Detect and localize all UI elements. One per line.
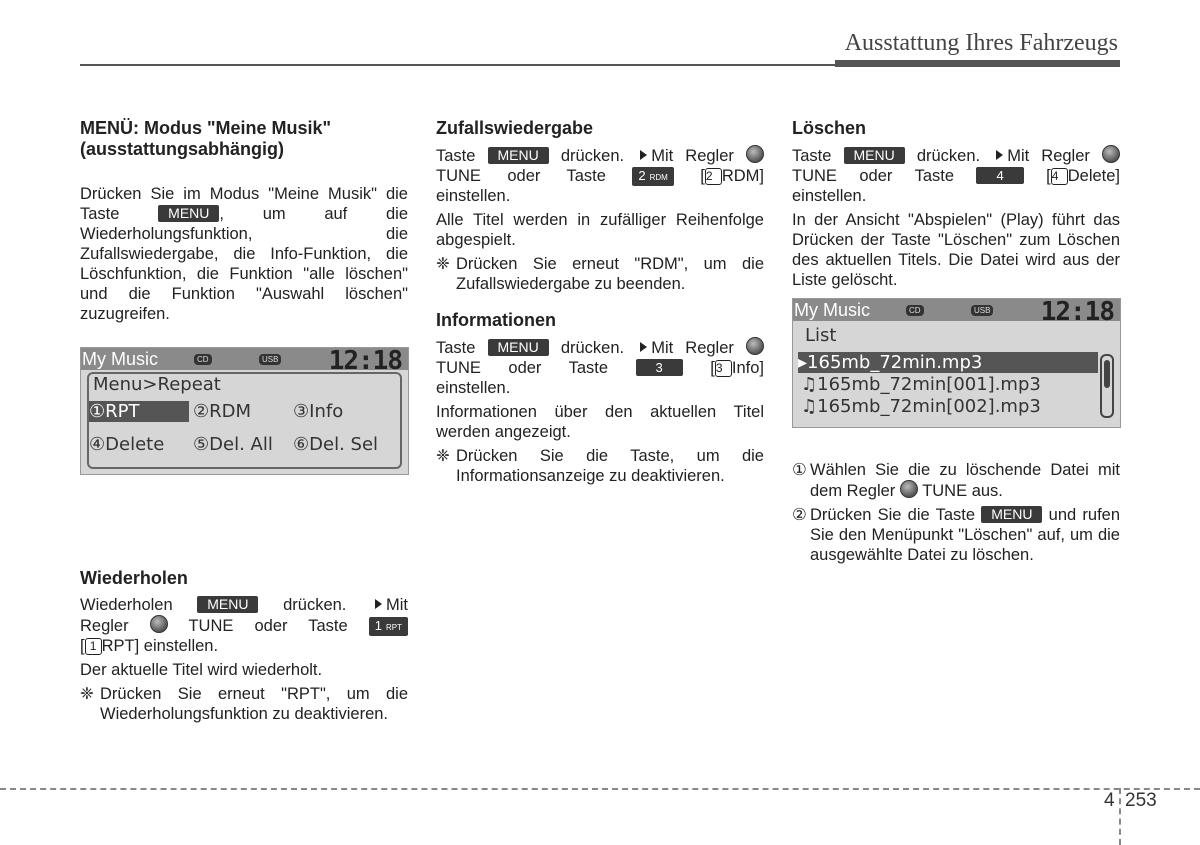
rdm-key-icon (632, 167, 673, 186)
step-text (810, 505, 1120, 565)
wiederholen-line-1 (80, 595, 408, 615)
lcd-item-del-sel: ⑥Del. Sel (293, 434, 379, 455)
text: Taste (568, 359, 609, 377)
text: [ (700, 167, 705, 185)
zufall-note (436, 254, 764, 294)
page-number: 253 (1125, 790, 1157, 811)
wiederholen-line-2 (80, 615, 408, 636)
zufall-paragraph: Alle Titel werden in zufälliger Reihenfolge abgespielt. (436, 211, 764, 249)
cd-chip: CD (194, 354, 212, 365)
footer-rule (0, 788, 1200, 790)
menu-heading: MENÜ: Modus "Meine Musik" (ausstattungsabhängig) (80, 118, 332, 159)
delete-key-icon: 4 (976, 167, 1023, 184)
step-marker: ① (792, 461, 807, 479)
text: Regler (80, 617, 129, 635)
menu-lcd-display (80, 347, 409, 475)
lcd-clock: 12:18 (328, 347, 402, 376)
tune-label: TUNE (436, 359, 481, 377)
text: Mit (386, 596, 408, 614)
loeschen-line-1 (792, 145, 1120, 166)
text: RDM] (721, 167, 764, 185)
key-label: RDM (649, 173, 668, 182)
page-header-title: Ausstattung Ihres Fahrzeugs (844, 30, 1118, 56)
wiederholen-paragraph: Der aktuelle Titel wird wiederholt. (80, 661, 323, 679)
intro-paragraph (80, 184, 408, 324)
lcd-item-rpt: ①RPT (89, 401, 189, 422)
text: [ (1046, 167, 1051, 185)
text: [ (80, 637, 85, 655)
text: Taste (914, 167, 954, 185)
lcd-item-info: ③Info (293, 401, 344, 422)
note-mark: ❈ (436, 447, 450, 465)
text: Drücken Sie die Taste (810, 506, 976, 524)
step-marker: ② (792, 506, 807, 524)
tune-knob-icon (746, 145, 764, 163)
step-1 (792, 460, 1120, 501)
text: aus. (971, 482, 1003, 500)
text: Mit Regler (651, 147, 734, 165)
arrow-right-icon (640, 342, 647, 352)
footer-divider (1119, 788, 1121, 845)
loeschen-heading: Löschen (792, 118, 867, 138)
lcd-clock: 12:18 (1040, 298, 1114, 327)
lcd-path: Menu>Repeat (93, 374, 221, 395)
text: oder (859, 167, 893, 185)
menu-button-icon: MENU (844, 147, 905, 164)
note-text: Drücken Sie erneut "RDM", um die Zufallswiedergabe zu beenden. (456, 255, 764, 293)
note-text: Drücken Sie die Taste, um die Informationsanzeige zu deaktivieren. (456, 447, 764, 485)
tune-knob-icon (150, 615, 168, 633)
boxed-number: 2 (705, 168, 722, 185)
menu-button-icon: MENU (488, 147, 549, 164)
intro-text-b: Taste (80, 205, 120, 223)
list-lcd-display (792, 298, 1121, 428)
zufall-line-2 (436, 166, 764, 186)
boxed-number: 1 (85, 638, 102, 655)
info-paragraph: Informationen über den aktuellen Titel werden angezeigt. (436, 403, 764, 441)
text: Taste (436, 147, 476, 165)
intro-text-c: , um auf die Wiederholungsfunktion, die Zufallswiedergabe, die Info-Funktion, die Löschfunktion, die Funktion "alle löschen" und die Funktion "Auswahl löschen" zuzugreifen. (80, 205, 408, 323)
tune-knob-icon (1102, 145, 1120, 163)
lcd-app-name: My Music (794, 300, 870, 320)
tune-label: TUNE (922, 482, 968, 500)
tune-knob-icon (746, 337, 764, 355)
wiederholen-heading: Wiederholen (80, 568, 188, 588)
text: Mit Regler (1007, 147, 1090, 165)
step-text (810, 460, 1120, 501)
loeschen-paragraph: In der Ansicht "Abspielen" (Play) führt das Drücken der Taste "Löschen" zum Löschen des aktuellen Titels. Die Datei wird aus der Liste gelöscht. (792, 211, 1120, 289)
text: Taste (792, 147, 832, 165)
info-line-3: einstellen. (436, 379, 511, 397)
info-key-icon: 3 (636, 359, 683, 376)
text: drücken. (916, 147, 981, 165)
lcd-scrollbar (1100, 354, 1114, 418)
text: Wiederholen (80, 596, 173, 614)
key-label: RPT (386, 623, 403, 632)
text: [ (710, 359, 715, 377)
zufall-heading: Zufallswiedergabe (436, 118, 594, 138)
tune-label: TUNE (436, 167, 481, 185)
lcd-item-rdm: ②RDM (193, 401, 252, 422)
note-mark: ❈ (436, 255, 450, 273)
menu-button-icon: MENU (197, 596, 258, 613)
rpt-key-icon (369, 617, 408, 636)
text: Info] (731, 359, 764, 377)
lcd-item-delete: ④Delete (89, 434, 165, 455)
text: und rufen Sie den Menüpunkt "Löschen" auf, um die ausgewählte Datei zu löschen. (810, 506, 1121, 564)
loeschen-line-2 (792, 166, 1120, 186)
text: Mit Regler (651, 339, 734, 357)
text: Wählen Sie die zu löschende Datei mit dem Regler (810, 461, 1120, 500)
arrow-right-icon (996, 150, 1003, 160)
arrow-right-icon (640, 150, 647, 160)
usb-chip: USB (971, 305, 993, 316)
tune-label: TUNE (188, 617, 234, 635)
tune-knob-icon (900, 480, 918, 498)
wiederholen-line-3 (80, 636, 408, 656)
lcd-app-name: My Music (82, 349, 158, 369)
text: RPT] einstellen. (101, 637, 219, 655)
text: drücken. (283, 596, 347, 614)
cd-chip: CD (906, 305, 924, 316)
text: Taste (436, 339, 476, 357)
arrow-right-icon (375, 599, 382, 609)
note-mark: ❈ (80, 685, 94, 703)
menu-button-icon: MENU (158, 205, 219, 222)
usb-chip: USB (259, 354, 281, 365)
info-line-1 (436, 337, 764, 358)
text: oder (507, 167, 541, 185)
column-2 (436, 118, 764, 490)
zufall-line-3: einstellen. (436, 187, 511, 205)
lcd-list-row: ♫165mb_72min[002].mp3 (801, 396, 1041, 417)
lcd-list-title: List (805, 325, 837, 346)
text: drücken. (560, 339, 625, 357)
menu-button-icon: MENU (488, 339, 549, 356)
text: Delete] (1067, 167, 1121, 185)
loeschen-line-3: einstellen. (792, 187, 867, 205)
tune-label: TUNE (792, 167, 837, 185)
lcd-list-row: ♫165mb_72min[001].mp3 (801, 374, 1041, 395)
info-line-2 (436, 358, 764, 378)
zufall-line-1 (436, 145, 764, 166)
lcd-item-del-all: ⑤Del. All (193, 434, 273, 455)
lcd-list-row-selected: ▸165mb_72min.mp3 (798, 352, 1098, 373)
text: Taste (566, 167, 606, 185)
boxed-number: 4 (1051, 168, 1068, 185)
step-2 (792, 505, 1120, 565)
chapter-number: 4 (1104, 790, 1115, 811)
key-number: 1 (374, 618, 383, 633)
text: oder Taste (254, 617, 348, 635)
boxed-number: 3 (715, 360, 732, 377)
header-tab (835, 60, 1120, 67)
key-number: 2 (638, 168, 646, 183)
text: drücken. (560, 147, 625, 165)
intro-text-a: Drücken Sie im Modus "Meine Musik" die (80, 185, 408, 203)
note-text: Drücken Sie erneut "RPT", um die Wiederholungsfunktion zu deaktivieren. (100, 685, 408, 723)
wiederholen-note (80, 684, 408, 724)
text: oder (508, 359, 542, 377)
info-note (436, 446, 764, 486)
menu-button-icon: MENU (981, 506, 1042, 523)
info-heading: Informationen (436, 310, 556, 330)
